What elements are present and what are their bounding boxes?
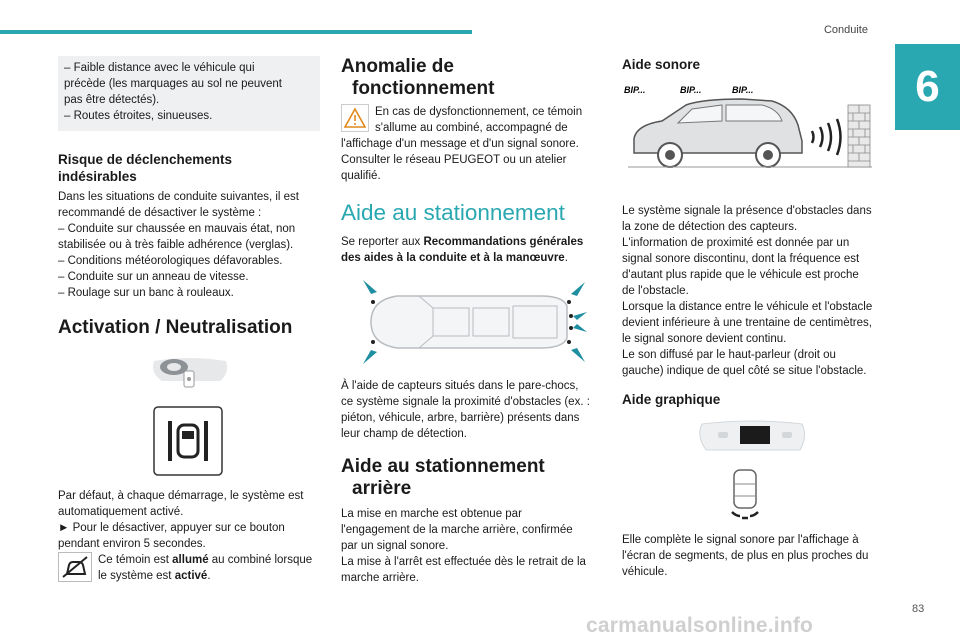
- box-line: pas être détectés).: [64, 94, 160, 106]
- audio-line: la zone de détection des capteurs.: [622, 221, 798, 233]
- sensor-line: leur champ de détection.: [341, 428, 467, 440]
- parking-assist-heading: Aide au stationnement: [341, 200, 565, 225]
- graphic-line: Elle complète le signal sonore par l'affichage à: [622, 534, 859, 546]
- car-side-beep-illustration: [622, 81, 890, 181]
- audio-line: de l'obstacle.: [622, 285, 689, 297]
- screen-car-segments-illustration: [622, 468, 890, 524]
- default-line: ► Pour le désactiver, appuyer sur ce bouton: [58, 522, 285, 534]
- refer-bold: des aides à la conduite et à la manœuvre: [341, 252, 565, 264]
- box-line: – Faible distance avec le véhicule qui: [64, 62, 255, 74]
- default-line: Par défaut, à chaque démarrage, le système est: [58, 490, 304, 502]
- column-left: [58, 56, 320, 584]
- refer-bold: Recommandations générales: [423, 236, 584, 248]
- park-assist-lamp-icon: [58, 552, 92, 582]
- risk-heading-line2: indésirables: [58, 169, 137, 184]
- dashboard-button-illustration: [58, 353, 320, 393]
- lamp-text: au combiné lorsque: [208, 554, 313, 566]
- lamp-bold: allumé: [172, 554, 209, 566]
- refer-text: Se reporter aux: [341, 236, 424, 248]
- lamp-text: Ce témoin est: [98, 554, 173, 566]
- audio-line: Le son diffusé par le haut-parleur (droit ou: [622, 349, 836, 361]
- dashboard-screen-illustration: [622, 418, 890, 458]
- anomaly-line: qualifié.: [341, 170, 381, 182]
- anomaly-line: l'affichage d'un message et d'un signal sonore.: [341, 138, 579, 150]
- anomaly-line: Consulter le réseau PEUGEOT ou un atelier: [341, 154, 567, 166]
- graphic-line: l'écran de segments, de plus en plus proches du: [622, 550, 869, 562]
- column-right: [622, 56, 890, 580]
- risk-line: – Conduite sur un anneau de vitesse.: [58, 271, 249, 283]
- audio-line: L'information de proximité est donnée par un: [622, 237, 850, 249]
- lamp-bold: activé: [174, 570, 208, 582]
- risk-line: recommandé de désactiver le système :: [58, 207, 262, 219]
- anomaly-heading-line1: Anomalie de: [341, 56, 454, 77]
- anomaly-line: s'allume au combiné, accompagné de: [375, 122, 568, 134]
- rear-line: La mise en marche est obtenue par: [341, 508, 522, 520]
- audio-line: d'autant plus rapide que le véhicule est proche: [622, 269, 859, 281]
- box-line: précède (les marquages au sol ne peuvent: [64, 78, 283, 90]
- lamp-line-2: [98, 568, 312, 584]
- sensor-line: À l'aide de capteurs situés dans le pare-chocs,: [341, 380, 579, 392]
- bip-label: BIP...: [732, 85, 754, 95]
- rear-line: marche arrière.: [341, 572, 419, 584]
- bip-label: BIP...: [680, 85, 702, 95]
- refer-line: [341, 234, 601, 250]
- default-line: automatiquement activé.: [58, 506, 184, 518]
- column-middle: [341, 56, 601, 586]
- risk-line: – Roulage sur un banc à rouleaux.: [58, 287, 234, 299]
- page-number: 83: [912, 603, 925, 615]
- lamp-row: [58, 552, 320, 584]
- audio-line: Le système signale la présence d'obstacles dans: [622, 205, 872, 217]
- rear-line: La mise à l'arrêt est effectuée dès le retrait de la: [341, 556, 586, 568]
- chapter-tab: [895, 44, 960, 130]
- lamp-text: le système est: [98, 570, 175, 582]
- running-header: Conduite: [823, 24, 868, 36]
- park-assist-button-icon: [58, 405, 320, 477]
- risk-line: stabilisée ou à très faible adhérence (verglas).: [58, 239, 294, 251]
- anomaly-heading-line2: fonctionnement: [352, 78, 495, 99]
- rear-parking-heading-line2: arrière: [352, 478, 412, 499]
- audio-line: gauche) indique de quel côté se situe l'obstacle.: [622, 365, 867, 377]
- risk-heading-line1: Risque de déclenchements: [58, 152, 233, 167]
- box-line: – Routes étroites, sinueuses.: [64, 110, 213, 122]
- audio-line: Lorsque la distance entre le véhicule et l'obstacle: [622, 301, 873, 313]
- rear-parking-heading-line1: Aide au stationnement: [341, 456, 545, 477]
- warning-triangle-icon: [341, 104, 369, 132]
- refer-line: [341, 250, 601, 266]
- lamp-line-1: [98, 552, 312, 568]
- audio-line: devient inférieure à une trentaine de centimètres,: [622, 317, 872, 329]
- chapter-number: 6: [915, 62, 940, 111]
- risk-line: – Conditions météorologiques défavorables.: [58, 255, 283, 267]
- refer-text: .: [564, 252, 568, 264]
- risk-line: Dans les situations de conduite suivantes, il est: [58, 191, 299, 203]
- audio-line: le signal sonore devient continu.: [622, 333, 787, 345]
- sensor-line: piéton, véhicule, arbre, barrière) présents dans: [341, 412, 580, 424]
- continued-list-box: [58, 56, 320, 131]
- sensor-line: ce système signale la proximité d'obstacles (ex. :: [341, 396, 590, 408]
- graphic-assist-heading: Aide graphique: [622, 392, 721, 407]
- risk-line: – Conduite sur chaussée en mauvais état, non: [58, 223, 296, 235]
- header-accent-bar: [0, 30, 472, 34]
- rear-line: par un signal sonore.: [341, 540, 449, 552]
- rear-line: l'engagement de la marche arrière, confirmée: [341, 524, 573, 536]
- car-top-view-sensors-illustration: [341, 272, 601, 372]
- default-line: pendant environ 5 secondes.: [58, 538, 206, 550]
- audio-line: signal sonore discontinu, dont la fréquence est: [622, 253, 860, 265]
- watermark: carmanualsonline.info: [586, 614, 814, 637]
- anomaly-line: En cas de dysfonctionnement, ce témoin: [375, 106, 583, 118]
- anomaly-row: [341, 104, 601, 136]
- lamp-text: .: [207, 570, 211, 582]
- audio-assist-heading: Aide sonore: [622, 57, 701, 72]
- bip-label: BIP...: [624, 85, 646, 95]
- activation-heading: Activation / Neutralisation: [58, 317, 293, 338]
- graphic-line: véhicule.: [622, 566, 668, 578]
